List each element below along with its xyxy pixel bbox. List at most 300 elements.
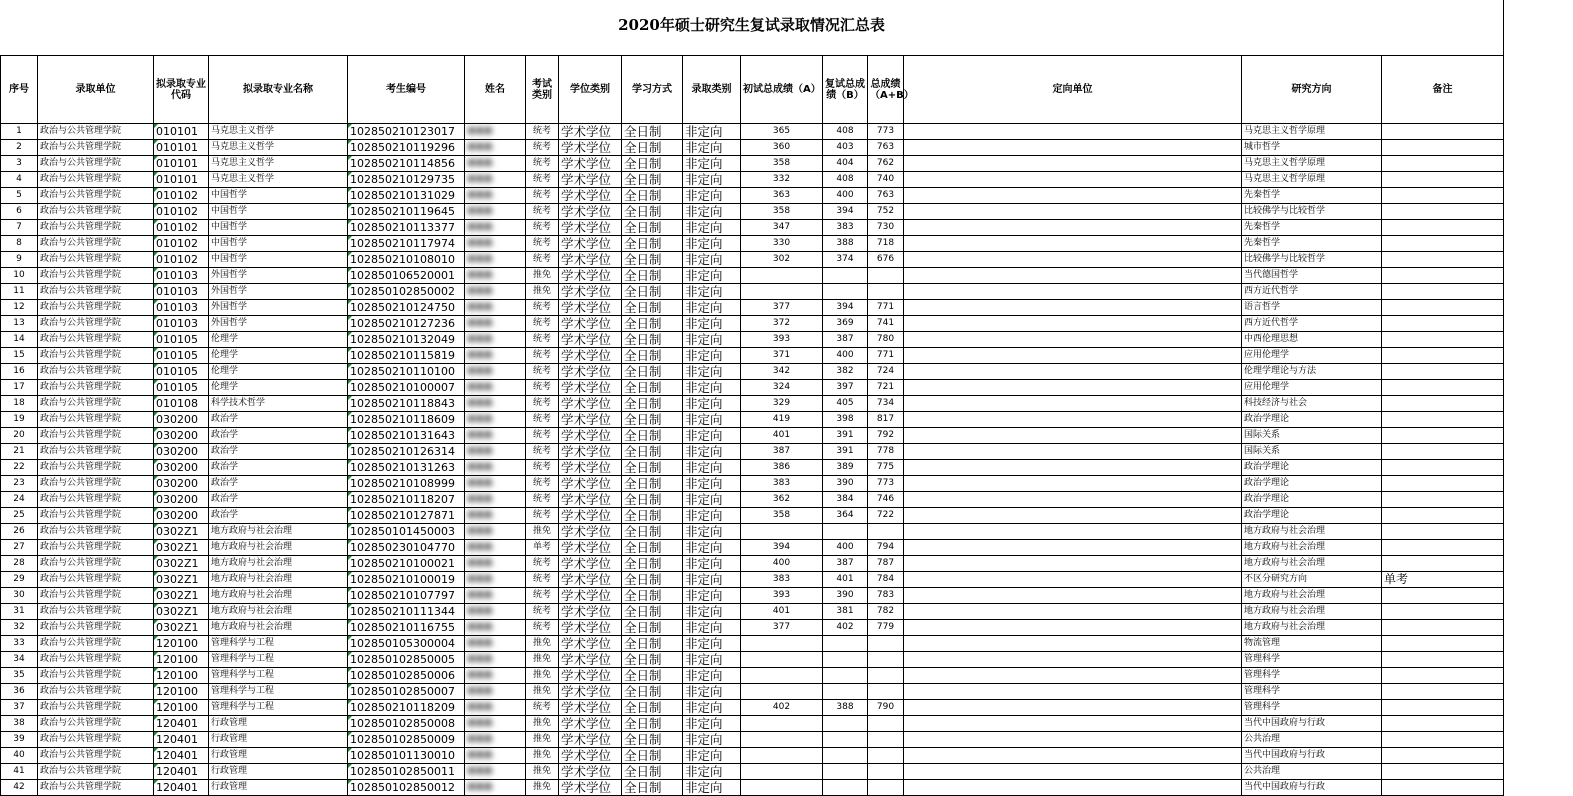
cell-cat[interactable]: 非定向 bbox=[683, 652, 741, 668]
cell-a[interactable]: 387 bbox=[741, 444, 823, 460]
cell-id[interactable]: 102850210114856 bbox=[348, 156, 465, 172]
cell-major[interactable]: 马克思主义哲学 bbox=[209, 172, 348, 188]
cell-major[interactable]: 伦理学 bbox=[209, 332, 348, 348]
cell-code[interactable]: 010102 bbox=[154, 188, 209, 204]
cell-total[interactable] bbox=[868, 668, 904, 684]
cell-no[interactable]: 27 bbox=[1, 540, 38, 556]
cell-major[interactable]: 伦理学 bbox=[209, 348, 348, 364]
cell-b[interactable]: 390 bbox=[823, 588, 868, 604]
cell-major[interactable]: 中国哲学 bbox=[209, 236, 348, 252]
cell-cat[interactable]: 非定向 bbox=[683, 236, 741, 252]
cell-total[interactable]: 779 bbox=[868, 620, 904, 636]
cell-id[interactable]: 102850210100007 bbox=[348, 380, 465, 396]
cell-no[interactable]: 3 bbox=[1, 156, 38, 172]
cell-id[interactable]: 102850210117974 bbox=[348, 236, 465, 252]
cell-field[interactable]: 管理科学 bbox=[1242, 700, 1382, 716]
cell-code[interactable]: 010102 bbox=[154, 236, 209, 252]
cell-a[interactable] bbox=[741, 636, 823, 652]
cell-total[interactable] bbox=[868, 652, 904, 668]
cell-major[interactable]: 政治学 bbox=[209, 476, 348, 492]
cell-total[interactable] bbox=[868, 684, 904, 700]
cell-total[interactable]: 724 bbox=[868, 364, 904, 380]
cell-id[interactable]: 102850210108999 bbox=[348, 476, 465, 492]
cell-mode[interactable]: 全日制 bbox=[622, 236, 683, 252]
cell-major[interactable]: 管理科学与工程 bbox=[209, 700, 348, 716]
cell-no[interactable]: 25 bbox=[1, 508, 38, 524]
cell-note[interactable] bbox=[1382, 284, 1504, 300]
cell-major[interactable]: 马克思主义哲学 bbox=[209, 124, 348, 140]
header-cell[interactable]: 备注 bbox=[1382, 56, 1504, 124]
cell-exam[interactable]: 统考 bbox=[526, 252, 559, 268]
cell-degree[interactable]: 学术学位 bbox=[559, 508, 622, 524]
cell-note[interactable] bbox=[1382, 204, 1504, 220]
cell-degree[interactable]: 学术学位 bbox=[559, 140, 622, 156]
header-cell[interactable]: 学位类别 bbox=[559, 56, 622, 124]
cell-a[interactable]: 332 bbox=[741, 172, 823, 188]
cell-exam[interactable]: 推免 bbox=[526, 636, 559, 652]
cell-cat[interactable]: 非定向 bbox=[683, 172, 741, 188]
cell-total[interactable]: 741 bbox=[868, 316, 904, 332]
cell-id[interactable]: 102850210129735 bbox=[348, 172, 465, 188]
cell-note[interactable] bbox=[1382, 220, 1504, 236]
cell-field[interactable]: 公共治理 bbox=[1242, 732, 1382, 748]
cell-mode[interactable]: 全日制 bbox=[622, 620, 683, 636]
cell-b[interactable]: 394 bbox=[823, 204, 868, 220]
cell-a[interactable]: 383 bbox=[741, 572, 823, 588]
cell-major[interactable]: 地方政府与社会治理 bbox=[209, 604, 348, 620]
cell-unit[interactable]: 政治与公共管理学院 bbox=[38, 316, 154, 332]
cell-total[interactable]: 721 bbox=[868, 380, 904, 396]
cell-mode[interactable]: 全日制 bbox=[622, 732, 683, 748]
cell-b[interactable] bbox=[823, 268, 868, 284]
cell-code[interactable]: 0302Z1 bbox=[154, 572, 209, 588]
cell-code[interactable]: 0302Z1 bbox=[154, 588, 209, 604]
cell-code[interactable]: 120100 bbox=[154, 652, 209, 668]
cell-no[interactable]: 35 bbox=[1, 668, 38, 684]
cell-major[interactable]: 行政管理 bbox=[209, 716, 348, 732]
cell-no[interactable]: 31 bbox=[1, 604, 38, 620]
cell-no[interactable]: 19 bbox=[1, 412, 38, 428]
cell-total[interactable]: 740 bbox=[868, 172, 904, 188]
cell-id[interactable]: 102850106520001 bbox=[348, 268, 465, 284]
cell-id[interactable]: 102850101130010 bbox=[348, 748, 465, 764]
cell-field[interactable]: 公共治理 bbox=[1242, 764, 1382, 780]
cell-a[interactable] bbox=[741, 524, 823, 540]
cell-degree[interactable]: 学术学位 bbox=[559, 652, 622, 668]
cell-dir[interactable] bbox=[904, 508, 1242, 524]
cell-unit[interactable]: 政治与公共管理学院 bbox=[38, 460, 154, 476]
cell-a[interactable] bbox=[741, 716, 823, 732]
cell-exam[interactable]: 统考 bbox=[526, 332, 559, 348]
cell-cat[interactable]: 非定向 bbox=[683, 700, 741, 716]
cell-a[interactable] bbox=[741, 652, 823, 668]
cell-b[interactable]: 408 bbox=[823, 172, 868, 188]
cell-cat[interactable]: 非定向 bbox=[683, 540, 741, 556]
cell-unit[interactable]: 政治与公共管理学院 bbox=[38, 556, 154, 572]
cell-degree[interactable]: 学术学位 bbox=[559, 540, 622, 556]
cell-no[interactable]: 40 bbox=[1, 748, 38, 764]
cell-field[interactable]: 管理科学 bbox=[1242, 652, 1382, 668]
cell-name[interactable]: ■■■ bbox=[465, 620, 526, 636]
cell-mode[interactable]: 全日制 bbox=[622, 204, 683, 220]
cell-major[interactable]: 中国哲学 bbox=[209, 204, 348, 220]
cell-no[interactable]: 9 bbox=[1, 252, 38, 268]
cell-code[interactable]: 0302Z1 bbox=[154, 540, 209, 556]
cell-name[interactable]: ■■■ bbox=[465, 700, 526, 716]
cell-degree[interactable]: 学术学位 bbox=[559, 204, 622, 220]
cell-cat[interactable]: 非定向 bbox=[683, 556, 741, 572]
cell-dir[interactable] bbox=[904, 140, 1242, 156]
cell-major[interactable]: 管理科学与工程 bbox=[209, 652, 348, 668]
cell-a[interactable]: 383 bbox=[741, 476, 823, 492]
cell-b[interactable] bbox=[823, 524, 868, 540]
cell-unit[interactable]: 政治与公共管理学院 bbox=[38, 700, 154, 716]
cell-total[interactable]: 762 bbox=[868, 156, 904, 172]
cell-unit[interactable]: 政治与公共管理学院 bbox=[38, 636, 154, 652]
cell-field[interactable]: 政治学理论 bbox=[1242, 508, 1382, 524]
cell-name[interactable]: ■■■ bbox=[465, 732, 526, 748]
cell-major[interactable]: 伦理学 bbox=[209, 364, 348, 380]
cell-mode[interactable]: 全日制 bbox=[622, 476, 683, 492]
cell-name[interactable]: ■■■ bbox=[465, 524, 526, 540]
cell-total[interactable]: 718 bbox=[868, 236, 904, 252]
cell-id[interactable]: 102850210110100 bbox=[348, 364, 465, 380]
cell-b[interactable] bbox=[823, 748, 868, 764]
cell-mode[interactable]: 全日制 bbox=[622, 540, 683, 556]
cell-name[interactable]: ■■■ bbox=[465, 572, 526, 588]
cell-cat[interactable]: 非定向 bbox=[683, 492, 741, 508]
cell-code[interactable]: 120100 bbox=[154, 668, 209, 684]
cell-note[interactable] bbox=[1382, 156, 1504, 172]
cell-degree[interactable]: 学术学位 bbox=[559, 236, 622, 252]
cell-code[interactable]: 010105 bbox=[154, 364, 209, 380]
cell-field[interactable]: 西方近代哲学 bbox=[1242, 316, 1382, 332]
cell-exam[interactable]: 统考 bbox=[526, 396, 559, 412]
cell-name[interactable]: ■■■ bbox=[465, 188, 526, 204]
cell-a[interactable]: 358 bbox=[741, 508, 823, 524]
cell-unit[interactable]: 政治与公共管理学院 bbox=[38, 732, 154, 748]
cell-id[interactable]: 102850210131643 bbox=[348, 428, 465, 444]
cell-b[interactable] bbox=[823, 668, 868, 684]
cell-exam[interactable]: 统考 bbox=[526, 172, 559, 188]
cell-cat[interactable]: 非定向 bbox=[683, 396, 741, 412]
cell-id[interactable]: 102850101450003 bbox=[348, 524, 465, 540]
cell-code[interactable]: 120401 bbox=[154, 748, 209, 764]
cell-field[interactable]: 比较佛学与比较哲学 bbox=[1242, 204, 1382, 220]
cell-b[interactable]: 400 bbox=[823, 540, 868, 556]
cell-degree[interactable]: 学术学位 bbox=[559, 380, 622, 396]
cell-exam[interactable]: 统考 bbox=[526, 316, 559, 332]
cell-exam[interactable]: 统考 bbox=[526, 204, 559, 220]
cell-name[interactable]: ■■■ bbox=[465, 652, 526, 668]
cell-dir[interactable] bbox=[904, 684, 1242, 700]
cell-no[interactable]: 33 bbox=[1, 636, 38, 652]
cell-degree[interactable]: 学术学位 bbox=[559, 300, 622, 316]
cell-field[interactable]: 当代中国政府与行政 bbox=[1242, 780, 1382, 796]
cell-no[interactable]: 34 bbox=[1, 652, 38, 668]
cell-id[interactable]: 102850210131263 bbox=[348, 460, 465, 476]
header-cell[interactable]: 考试类别 bbox=[526, 56, 559, 124]
cell-note[interactable] bbox=[1382, 236, 1504, 252]
cell-exam[interactable]: 推免 bbox=[526, 668, 559, 684]
cell-field[interactable]: 当代中国政府与行政 bbox=[1242, 716, 1382, 732]
cell-dir[interactable] bbox=[904, 732, 1242, 748]
cell-total[interactable]: 752 bbox=[868, 204, 904, 220]
cell-unit[interactable]: 政治与公共管理学院 bbox=[38, 252, 154, 268]
cell-unit[interactable]: 政治与公共管理学院 bbox=[38, 604, 154, 620]
cell-a[interactable]: 363 bbox=[741, 188, 823, 204]
cell-name[interactable]: ■■■ bbox=[465, 780, 526, 796]
cell-total[interactable] bbox=[868, 764, 904, 780]
cell-a[interactable]: 386 bbox=[741, 460, 823, 476]
cell-name[interactable]: ■■■ bbox=[465, 236, 526, 252]
cell-name[interactable]: ■■■ bbox=[465, 748, 526, 764]
cell-unit[interactable]: 政治与公共管理学院 bbox=[38, 764, 154, 780]
cell-b[interactable]: 404 bbox=[823, 156, 868, 172]
cell-dir[interactable] bbox=[904, 412, 1242, 428]
cell-note[interactable] bbox=[1382, 556, 1504, 572]
cell-degree[interactable]: 学术学位 bbox=[559, 156, 622, 172]
cell-cat[interactable]: 非定向 bbox=[683, 764, 741, 780]
cell-id[interactable]: 102850102850007 bbox=[348, 684, 465, 700]
cell-a[interactable] bbox=[741, 684, 823, 700]
cell-total[interactable]: 771 bbox=[868, 348, 904, 364]
cell-cat[interactable]: 非定向 bbox=[683, 780, 741, 796]
cell-field[interactable]: 政治学理论 bbox=[1242, 412, 1382, 428]
cell-a[interactable]: 302 bbox=[741, 252, 823, 268]
cell-code[interactable]: 030200 bbox=[154, 492, 209, 508]
cell-dir[interactable] bbox=[904, 172, 1242, 188]
cell-major[interactable]: 行政管理 bbox=[209, 780, 348, 796]
cell-degree[interactable]: 学术学位 bbox=[559, 364, 622, 380]
cell-b[interactable] bbox=[823, 684, 868, 700]
cell-total[interactable] bbox=[868, 636, 904, 652]
cell-id[interactable]: 102850102850011 bbox=[348, 764, 465, 780]
cell-no[interactable]: 2 bbox=[1, 140, 38, 156]
cell-unit[interactable]: 政治与公共管理学院 bbox=[38, 172, 154, 188]
cell-field[interactable]: 不区分研究方向 bbox=[1242, 572, 1382, 588]
cell-b[interactable]: 391 bbox=[823, 428, 868, 444]
cell-id[interactable]: 102850102850009 bbox=[348, 732, 465, 748]
header-cell[interactable]: 定向单位 bbox=[904, 56, 1242, 124]
cell-a[interactable]: 358 bbox=[741, 204, 823, 220]
cell-field[interactable]: 应用伦理学 bbox=[1242, 348, 1382, 364]
cell-name[interactable]: ■■■ bbox=[465, 764, 526, 780]
cell-unit[interactable]: 政治与公共管理学院 bbox=[38, 188, 154, 204]
cell-note[interactable] bbox=[1382, 252, 1504, 268]
cell-dir[interactable] bbox=[904, 428, 1242, 444]
cell-major[interactable]: 地方政府与社会治理 bbox=[209, 524, 348, 540]
cell-no[interactable]: 28 bbox=[1, 556, 38, 572]
cell-mode[interactable]: 全日制 bbox=[622, 716, 683, 732]
cell-b[interactable]: 398 bbox=[823, 412, 868, 428]
cell-degree[interactable]: 学术学位 bbox=[559, 764, 622, 780]
cell-code[interactable]: 010101 bbox=[154, 124, 209, 140]
cell-b[interactable] bbox=[823, 764, 868, 780]
cell-b[interactable]: 387 bbox=[823, 556, 868, 572]
cell-dir[interactable] bbox=[904, 188, 1242, 204]
cell-name[interactable]: ■■■ bbox=[465, 556, 526, 572]
cell-a[interactable]: 419 bbox=[741, 412, 823, 428]
cell-code[interactable]: 010103 bbox=[154, 284, 209, 300]
cell-no[interactable]: 5 bbox=[1, 188, 38, 204]
cell-id[interactable]: 102850210127871 bbox=[348, 508, 465, 524]
cell-total[interactable]: 775 bbox=[868, 460, 904, 476]
cell-dir[interactable] bbox=[904, 700, 1242, 716]
cell-name[interactable]: ■■■ bbox=[465, 316, 526, 332]
cell-code[interactable]: 010105 bbox=[154, 348, 209, 364]
cell-no[interactable]: 11 bbox=[1, 284, 38, 300]
cell-mode[interactable]: 全日制 bbox=[622, 588, 683, 604]
cell-field[interactable]: 伦理学理论与方法 bbox=[1242, 364, 1382, 380]
cell-total[interactable]: 676 bbox=[868, 252, 904, 268]
cell-code[interactable]: 120401 bbox=[154, 764, 209, 780]
cell-exam[interactable]: 单考 bbox=[526, 540, 559, 556]
cell-cat[interactable]: 非定向 bbox=[683, 300, 741, 316]
cell-cat[interactable]: 非定向 bbox=[683, 220, 741, 236]
cell-no[interactable]: 32 bbox=[1, 620, 38, 636]
cell-id[interactable]: 102850210127236 bbox=[348, 316, 465, 332]
cell-major[interactable]: 科学技术哲学 bbox=[209, 396, 348, 412]
cell-dir[interactable] bbox=[904, 716, 1242, 732]
cell-field[interactable]: 先秦哲学 bbox=[1242, 188, 1382, 204]
header-cell[interactable]: 初试总成绩（A） bbox=[741, 56, 823, 124]
header-cell[interactable]: 学习方式 bbox=[622, 56, 683, 124]
cell-name[interactable]: ■■■ bbox=[465, 348, 526, 364]
cell-unit[interactable]: 政治与公共管理学院 bbox=[38, 572, 154, 588]
cell-mode[interactable]: 全日制 bbox=[622, 300, 683, 316]
cell-exam[interactable]: 统考 bbox=[526, 140, 559, 156]
cell-no[interactable]: 22 bbox=[1, 460, 38, 476]
cell-b[interactable]: 384 bbox=[823, 492, 868, 508]
cell-code[interactable]: 010101 bbox=[154, 172, 209, 188]
cell-cat[interactable]: 非定向 bbox=[683, 316, 741, 332]
cell-field[interactable]: 比较佛学与比较哲学 bbox=[1242, 252, 1382, 268]
cell-degree[interactable]: 学术学位 bbox=[559, 588, 622, 604]
cell-b[interactable]: 402 bbox=[823, 620, 868, 636]
cell-no[interactable]: 18 bbox=[1, 396, 38, 412]
cell-mode[interactable]: 全日制 bbox=[622, 444, 683, 460]
cell-code[interactable]: 010101 bbox=[154, 156, 209, 172]
cell-b[interactable]: 389 bbox=[823, 460, 868, 476]
cell-field[interactable]: 先秦哲学 bbox=[1242, 236, 1382, 252]
cell-note[interactable] bbox=[1382, 428, 1504, 444]
cell-b[interactable]: 388 bbox=[823, 700, 868, 716]
cell-mode[interactable]: 全日制 bbox=[622, 780, 683, 796]
cell-major[interactable]: 外国哲学 bbox=[209, 284, 348, 300]
cell-note[interactable] bbox=[1382, 748, 1504, 764]
cell-note[interactable] bbox=[1382, 716, 1504, 732]
cell-name[interactable]: ■■■ bbox=[465, 540, 526, 556]
cell-major[interactable]: 政治学 bbox=[209, 460, 348, 476]
cell-b[interactable]: 387 bbox=[823, 332, 868, 348]
cell-field[interactable]: 城市哲学 bbox=[1242, 140, 1382, 156]
cell-b[interactable] bbox=[823, 652, 868, 668]
cell-note[interactable] bbox=[1382, 476, 1504, 492]
cell-dir[interactable] bbox=[904, 572, 1242, 588]
cell-unit[interactable]: 政治与公共管理学院 bbox=[38, 396, 154, 412]
cell-exam[interactable]: 推免 bbox=[526, 524, 559, 540]
cell-note[interactable] bbox=[1382, 780, 1504, 796]
cell-major[interactable]: 外国哲学 bbox=[209, 316, 348, 332]
cell-code[interactable]: 0302Z1 bbox=[154, 620, 209, 636]
cell-dir[interactable] bbox=[904, 316, 1242, 332]
cell-dir[interactable] bbox=[904, 588, 1242, 604]
cell-field[interactable]: 物流管理 bbox=[1242, 636, 1382, 652]
cell-cat[interactable]: 非定向 bbox=[683, 428, 741, 444]
cell-b[interactable] bbox=[823, 284, 868, 300]
cell-cat[interactable]: 非定向 bbox=[683, 380, 741, 396]
cell-no[interactable]: 39 bbox=[1, 732, 38, 748]
cell-exam[interactable]: 推免 bbox=[526, 284, 559, 300]
cell-b[interactable]: 397 bbox=[823, 380, 868, 396]
cell-major[interactable]: 马克思主义哲学 bbox=[209, 140, 348, 156]
cell-name[interactable]: ■■■ bbox=[465, 460, 526, 476]
cell-degree[interactable]: 学术学位 bbox=[559, 604, 622, 620]
cell-dir[interactable] bbox=[904, 220, 1242, 236]
cell-field[interactable]: 当代德国哲学 bbox=[1242, 268, 1382, 284]
cell-a[interactable]: 377 bbox=[741, 300, 823, 316]
cell-note[interactable] bbox=[1382, 732, 1504, 748]
cell-note[interactable] bbox=[1382, 540, 1504, 556]
cell-exam[interactable]: 统考 bbox=[526, 556, 559, 572]
cell-unit[interactable]: 政治与公共管理学院 bbox=[38, 236, 154, 252]
cell-name[interactable]: ■■■ bbox=[465, 140, 526, 156]
cell-mode[interactable]: 全日制 bbox=[622, 252, 683, 268]
cell-cat[interactable]: 非定向 bbox=[683, 604, 741, 620]
cell-no[interactable]: 1 bbox=[1, 124, 38, 140]
cell-exam[interactable]: 统考 bbox=[526, 508, 559, 524]
cell-total[interactable] bbox=[868, 732, 904, 748]
cell-note[interactable] bbox=[1382, 396, 1504, 412]
cell-note[interactable] bbox=[1382, 364, 1504, 380]
cell-field[interactable]: 地方政府与社会治理 bbox=[1242, 524, 1382, 540]
cell-a[interactable]: 347 bbox=[741, 220, 823, 236]
header-cell[interactable]: 录取单位 bbox=[38, 56, 154, 124]
cell-id[interactable]: 102850210111344 bbox=[348, 604, 465, 620]
cell-dir[interactable] bbox=[904, 124, 1242, 140]
cell-code[interactable]: 120401 bbox=[154, 716, 209, 732]
cell-name[interactable]: ■■■ bbox=[465, 492, 526, 508]
cell-cat[interactable]: 非定向 bbox=[683, 348, 741, 364]
cell-field[interactable]: 先秦哲学 bbox=[1242, 220, 1382, 236]
cell-b[interactable]: 382 bbox=[823, 364, 868, 380]
cell-unit[interactable]: 政治与公共管理学院 bbox=[38, 524, 154, 540]
cell-field[interactable]: 政治学理论 bbox=[1242, 460, 1382, 476]
cell-b[interactable]: 400 bbox=[823, 348, 868, 364]
cell-no[interactable]: 30 bbox=[1, 588, 38, 604]
cell-field[interactable]: 管理科学 bbox=[1242, 668, 1382, 684]
cell-mode[interactable]: 全日制 bbox=[622, 396, 683, 412]
cell-no[interactable]: 13 bbox=[1, 316, 38, 332]
cell-dir[interactable] bbox=[904, 492, 1242, 508]
cell-name[interactable]: ■■■ bbox=[465, 156, 526, 172]
cell-exam[interactable]: 统考 bbox=[526, 188, 559, 204]
cell-note[interactable] bbox=[1382, 188, 1504, 204]
cell-no[interactable]: 38 bbox=[1, 716, 38, 732]
cell-a[interactable] bbox=[741, 268, 823, 284]
cell-total[interactable]: 771 bbox=[868, 300, 904, 316]
cell-code[interactable]: 0302Z1 bbox=[154, 604, 209, 620]
cell-exam[interactable]: 统考 bbox=[526, 620, 559, 636]
cell-total[interactable] bbox=[868, 716, 904, 732]
cell-unit[interactable]: 政治与公共管理学院 bbox=[38, 284, 154, 300]
cell-id[interactable]: 102850210123017 bbox=[348, 124, 465, 140]
cell-mode[interactable]: 全日制 bbox=[622, 364, 683, 380]
cell-major[interactable]: 地方政府与社会治理 bbox=[209, 540, 348, 556]
cell-mode[interactable]: 全日制 bbox=[622, 492, 683, 508]
cell-note[interactable] bbox=[1382, 604, 1504, 620]
